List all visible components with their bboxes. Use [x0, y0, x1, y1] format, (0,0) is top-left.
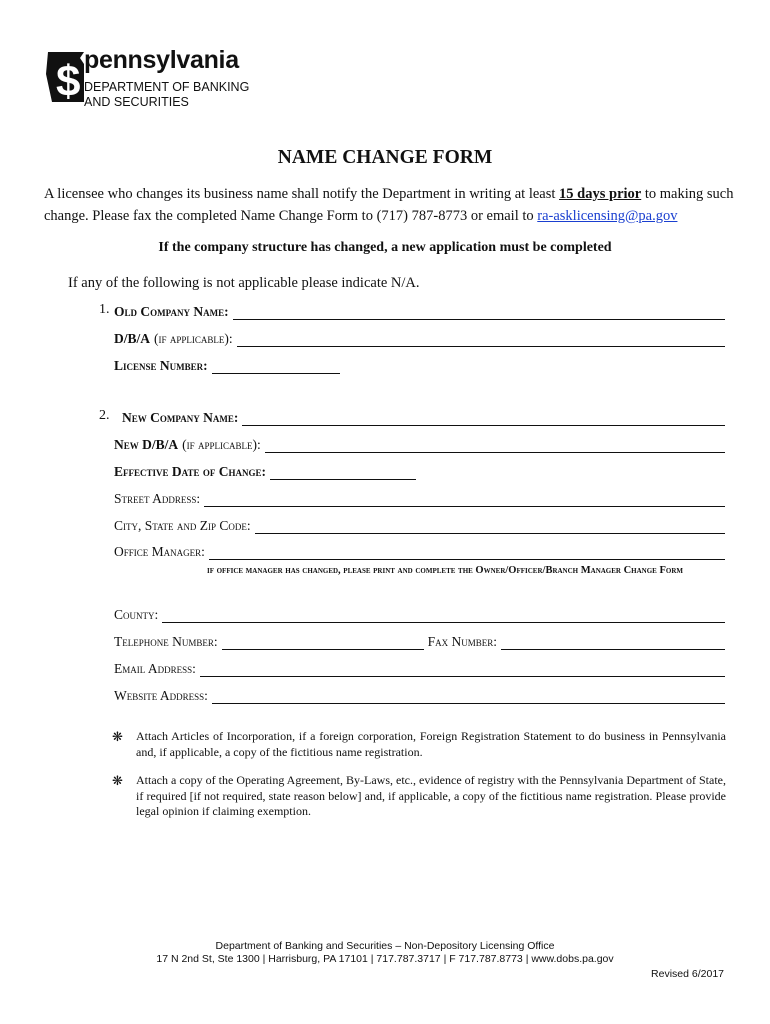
asterism-bullet-icon: ❋ [112, 773, 123, 788]
old-company-name-label: Old Company Name: [114, 304, 229, 319]
city-state-zip-row [114, 516, 725, 534]
logo-wordmark: pennsylvania [84, 46, 239, 74]
street-address-row [114, 489, 725, 507]
dba-label: D/B/A [114, 331, 151, 346]
email-field[interactable] [200, 662, 725, 677]
intro-paragraph: A licensee who changes its business name shall notify the Department in writing at least 15 days prior to making such change. Please fax the completed Name Change Form to (717) 787-8773 or email to ra-asklicensing@pa.gov [44, 186, 734, 224]
office-manager-label: Office Manager: [114, 544, 205, 559]
page-title: NAME CHANGE FORM [277, 147, 493, 168]
fax-field[interactable] [501, 635, 725, 650]
email-row [114, 659, 725, 677]
street-address-label: Street Address: [114, 491, 201, 506]
na-instruction: If any of the following is not applicable please indicate N/A. [68, 275, 420, 291]
structure-notice: If the company structure has changed, a new application must be completed [158, 240, 612, 255]
website-label: Website Address: [114, 688, 208, 703]
attachment-instruction: Attach Articles of Incorporation, if a foreign corporation, Foreign Registration Statement to do business in Pennsylvania and, if applicable, a copy of the fictitious name registration. [136, 729, 726, 759]
section-2-number: 2. [99, 408, 110, 423]
street-address-field[interactable] [204, 492, 725, 507]
fax-label: Fax Number: [427, 634, 498, 649]
license-number-label: License Number: [114, 358, 208, 373]
new-dba-label: New D/B/A [114, 437, 179, 452]
office-manager-field[interactable] [209, 545, 725, 560]
dba-row [114, 329, 725, 347]
footer-contact: 17 N 2nd St, Ste 1300 | Harrisburg, PA 17101 | 717.787.3717 | F 717.787.8773 | www.dobs.pa.gov [156, 953, 614, 965]
effective-date-field[interactable] [270, 465, 416, 480]
footer-office: Department of Banking and Securities – Non-Depository Licensing Office [215, 940, 555, 952]
new-company-name-row [122, 408, 725, 426]
dba-note: (if applicable): [154, 331, 233, 346]
office-manager-row [114, 542, 725, 560]
svg-text:$: $ [56, 57, 81, 106]
effective-date-row [114, 462, 416, 480]
new-company-name-label: New Company Name: [122, 410, 239, 425]
website-field[interactable] [212, 689, 725, 704]
section-1-number: 1. [99, 302, 110, 317]
effective-date-label: Effective Date of Change: [114, 464, 266, 479]
new-dba-row [114, 435, 725, 453]
asterism-bullet-icon: ❋ [112, 729, 123, 744]
telephone-label: Telephone Number: [114, 634, 218, 649]
new-dba-note: (if applicable): [182, 437, 261, 452]
city-state-zip-label: City, State and Zip Code: [114, 518, 251, 533]
revision-date: Revised 6/2017 [651, 968, 724, 980]
county-label: County: [114, 607, 159, 622]
attachment-instruction: Attach a copy of the Operating Agreement, By-Laws, etc., evidence of registry with the Pennsylvania Department of State, if required [if not required, state reason below] and, if applicable, a copy of the fictitious name registration. Please provide legal opinion if claiming exemption. [136, 773, 726, 818]
county-row [114, 605, 725, 623]
old-company-name-field[interactable] [233, 305, 725, 320]
old-company-name-row [114, 302, 725, 320]
license-number-row [114, 356, 340, 374]
county-field[interactable] [162, 608, 725, 623]
website-row [114, 686, 725, 704]
phone-fax-row [114, 632, 725, 650]
footer [0, 940, 770, 966]
email-link[interactable]: ra-asklicensing@pa.gov [537, 208, 678, 224]
city-state-zip-field[interactable] [255, 519, 725, 534]
new-company-name-field[interactable] [242, 411, 725, 426]
logo-department: DEPARTMENT OF BANKING AND SECURITIES [84, 80, 250, 109]
email-label: Email Address: [114, 661, 196, 676]
office-manager-note: if office manager has changed, please print and complete the Owner/Officer/Branch Manager Change Form [206, 565, 683, 576]
dba-field[interactable] [237, 332, 725, 347]
new-dba-field[interactable] [265, 438, 725, 453]
telephone-field[interactable] [222, 635, 424, 650]
license-number-field[interactable] [212, 359, 340, 374]
